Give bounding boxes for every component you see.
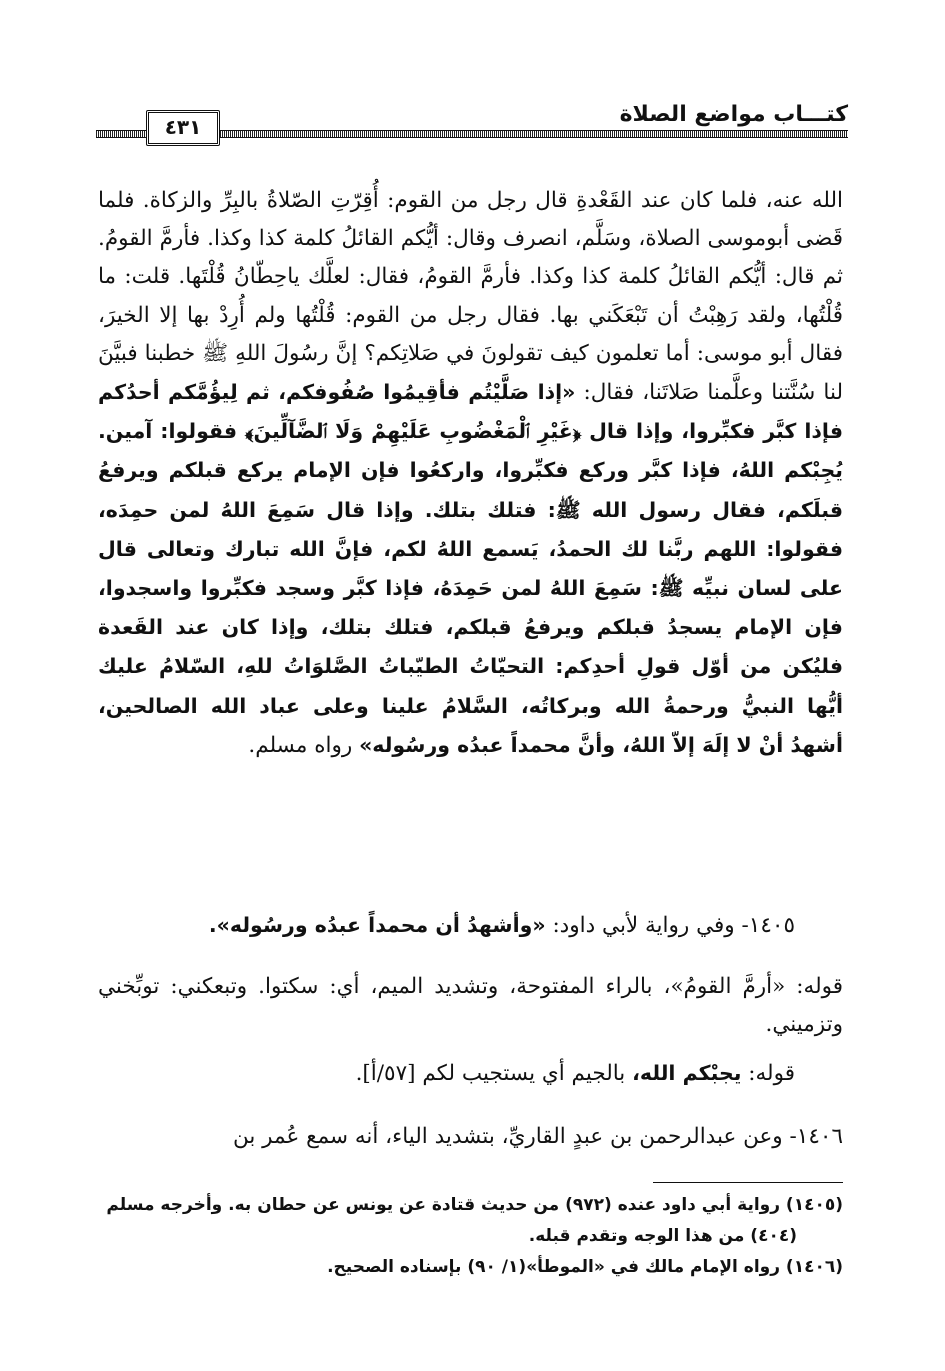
main-paragraph [98,182,843,765]
hadith-1405 [98,906,843,945]
hadith-1406: ١٤٠٦- وعن عبدالرحمن بن عبدٍ القاريِّ، بتشديد الياء، أنه سمع عُمر بن [232,1124,843,1149]
commentary-line-1: قوله: «أرمَّ القومُ»، بالراء المفتوحة، وتشديد الميم، أي: سكتوا. وتبعكني: توبِّخني وتزميني. [98,974,843,1037]
commentary-line-2 [98,1054,843,1093]
prophetic-quote: «إذا صَلَّيْتُم فأقِيمُوا صُفُوفكم، ثم لِيؤُمَّكم أحدُكم فإذا كبَّر فكبِّروا، وإذا قال ﴿غَيْرِ ٱلْمَغْضُوبِ عَلَيْهِمْ وَلَا ٱلضَّآلِّينَ﴾ فقولوا: آمين. يُجِبْكم اللهُ، فإذا كبَّر وركع فكبِّروا، واركعُوا فإن الإمام يركع قبلكم ويرفعُ قبلَكم، فقال رسول الله ﷺ: فتلك بتلك. وإذا قال سَمِعَ اللهُ لمن حمِدَه، فقولوا: اللهم ربَّنا لك الحمدُ، يَسمع اللهُ لكم، فإنَّ الله تبارك وتعالى قال على لسان نبيِّه ﷺ: سَمِعَ اللهُ لمن حَمِدَهُ، فإذا كبَّر وسجد فكبِّروا واسجدوا، فإن الإمام يسجدُ قبلكم ويرفعُ قبلكم، فتلك بتلك، وإذا كان عند القَعدة فليُكن من أوّل قولِ أحدِكم: التحيّاتُ الطيّباتُ الصَّلوَاتُ للهِ، السّلامُ عليك أيُّها النبيُّ ورحمةُ الله وبركاتُه، السَّلامُ علينا وعلى عباد الله الصالحين، أشهدُ أنْ لا إلَهَ إلاّ اللهُ، وأنَّ محمداً عبدُه ورسُوله» [98,380,843,757]
footnote-1405-continued: (٤٠٤) من هذا الوجه وتقدم قبله. [528,1226,797,1246]
hadith-1405-quote: «وأشهدُ أن محمداً عبدُه ورسُوله». [208,913,546,937]
footnote-1405: (١٤٠٥) رواية أبي داود عنده (٩٧٢) من حديث قتادة عن يونس عن حطان به. وأخرجه مسلم [106,1195,843,1215]
hadith-1405-prefix: ١٤٠٥- وفي رواية لأبي داود: [552,913,795,938]
commentary-explanation: بالجيم أي يستجيب لكم [٥٧/أ]. [355,1061,626,1086]
footnote-separator [653,1182,843,1183]
hadith-source: رواه مسلم. [248,732,353,758]
page-number: ٤٣١ [146,110,220,146]
commentary-prefix: قوله: [748,1061,795,1086]
footnotes [98,1190,843,1283]
narration-text: الله عنه، فلما كان عند القَعْدةِ قال رجل من القوم: أُقِرّتِ الصّلاةُ بالبِرِّ والزكاة. فلما قَضى أبوموسى الصلاة، وسَلَّم، انصرف وقال: أيُّكم القائلُ كلمة كذا وكذا. فأرمَّ القومُ. ثم قال: أيُّكم القائلُ كلمة كذا وكذا. فأرمَّ القومُ، فقال: لعلَّك ياحِطّانُ قُلْتَها. قلت: ما قُلْتُها، ولقد رَهِبْتُ أن تَبْعَكَني بها. فقال رجل من القوم: قُلْتُها ولم أُرِدْ بها إلا الخيرَ، فقال أبو موسى: أما تعلمون كيف تقولونَ في صَلاتِكم؟ إنَّ رسُولَ اللهِ ﷺ خطبنا فبيَّنَ لنا سُنَّتنا وعلَّمنا صَلاتَنا، فقال: [98,188,843,406]
book-title: كتـــاب مواضع الصلاة [610,100,848,130]
commentary-term: يجبْكم الله، [632,1061,742,1085]
footnote-1406: (١٤٠٦) رواه الإمام مالك في «الموطأ»(١/ ٩٠) بإسناده الصحيح. [327,1257,843,1277]
page-header [96,100,848,148]
